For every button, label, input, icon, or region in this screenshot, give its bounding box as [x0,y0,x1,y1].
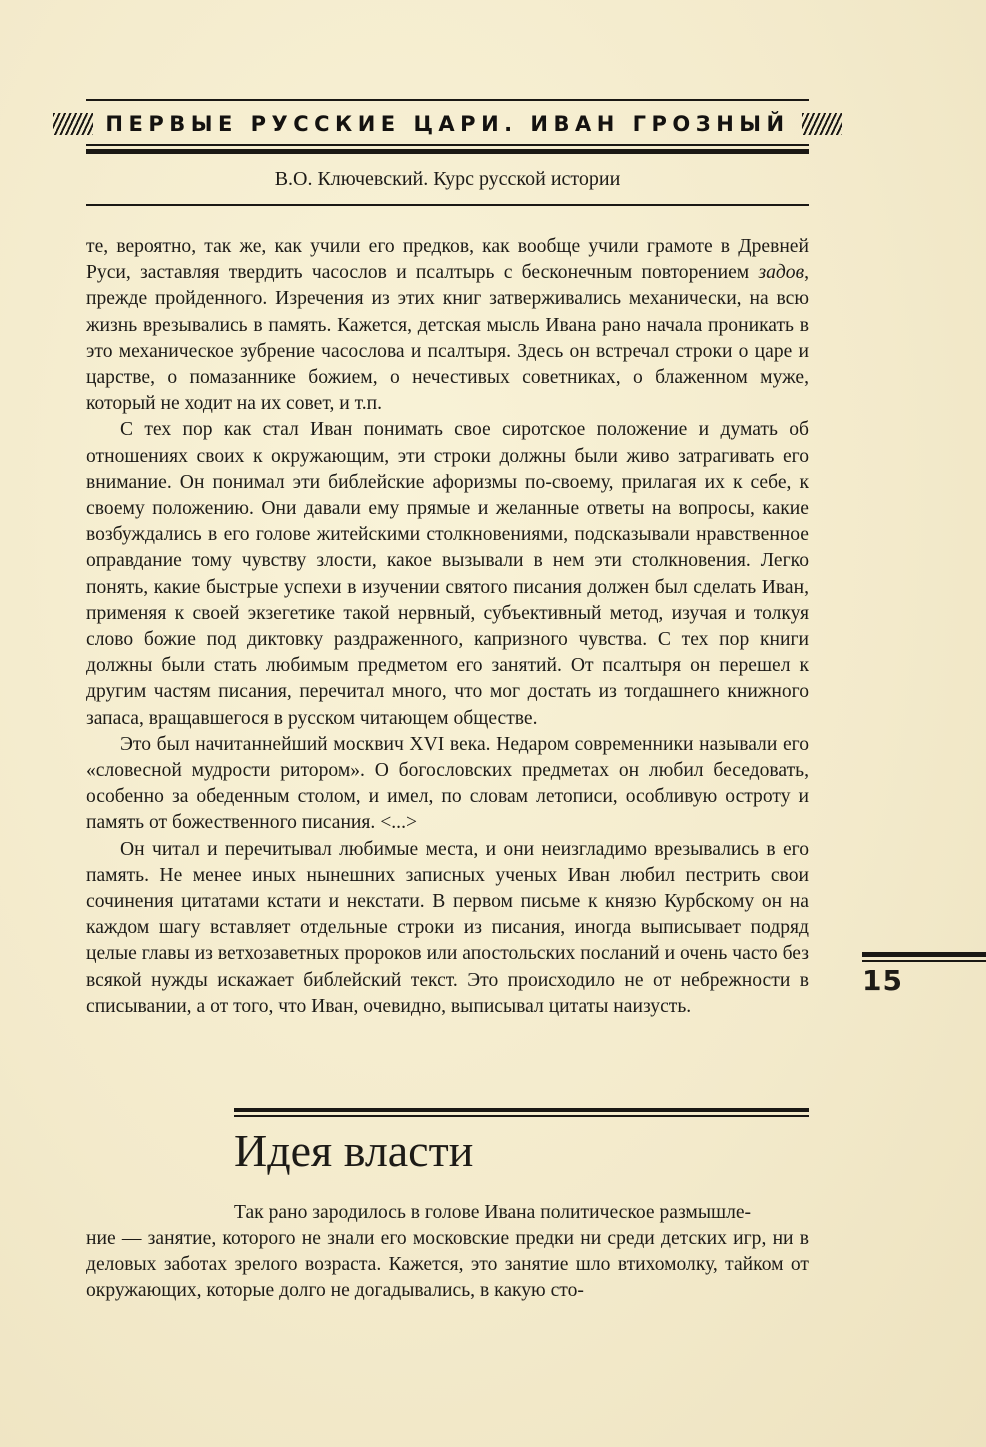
paragraph-4: Он читал и перечитывал любимые места, и они неизгладимо врезывались в его память. Не менее иных нынешних записных ученых Иван любил пестрить свои сочинения цитатами кстати и некстати. В первом письме к князю Курбскому он на каждом шагу вставляет отдельные строки из писания, иногда выписывает подряд целые главы из ветхозаветных пророков или апостольских посланий и очень часто без всякой нужды искажает библейский текст. Это происходило не от небрежности в списывании, а от того, что Иван, очевидно, выписывал цитаты наизусть. [86,838,809,1017]
header-rule-top [86,99,809,101]
paragraph-1: те, вероятно, так же, как учили его предков, как вообще учили грамоте в Древней Руси, заставляя твердить часослов и псалтырь с бесконечным повторением задов, прежде пройденного. Изречения из этих книг затверживались механически, на всю жизнь врезывались в память. Кажется, детская мысль Ивана рано начала проникать в это механическое зубрение часослова и псалтыря. Здесь он встречал строки о царе и царстве, о помазаннике божием, о нечестивых советниках, о блаженном муже, который не ходит на их совет, и т.п. [86,236,809,415]
paragraph-2: С тех пор как стал Иван понимать свое сиротское положение и думать об отношениях своих к окружающим, эти строки должны были живо затрагивать его внимание. Он понимал эти библейские афоризмы по-своему, прилагая их к себе, к своему положению. Они давали ему прямые и желанные ответы на вопросы, какие возбуждались в его голове житейскими столкновениями, подсказывали нравственное оправдание тому чувству злости, какое вызывали в нем эти столкновения. Легко понять, какие быстрые успехи в изучении святого писания должен был сделать Иван, применяя к своей экзегетике такой нервный, субъективный метод, изучая и толкуя слово божие под диктовку раздраженного, капризного чувства. С тех пор книги должны были стать любимым предметом его занятий. От псалтыря он перешел к другим частям писания, перечитал много, что мог достать из тогдашнего книжного запаса, вращавшегося в русском читающем обществе. [86,419,809,729]
running-head [86,106,809,142]
italic-word: задов [758,262,805,284]
running-title: ПЕРВЫЕ РУССКИЕ ЦАРИ. ИВАН ГРОЗНЫЙ [105,112,790,136]
section-title: Идея власти [234,1125,474,1176]
header-rule-mid [86,144,809,146]
source-rule [86,204,809,206]
section-rule-thin [234,1115,809,1117]
hatch-ornament-left [53,113,93,135]
source-line: В.О. Ключевский. Курс русской истории [274,168,621,190]
page-number: 15 [862,964,903,997]
body-text-top [86,234,809,1020]
page-tab-rule-thin [862,960,986,962]
section-paragraph: ние — занятие, которого не знали его московские предки ни среди детских игр, ни в деловых заботах зрелого возраста. Кажется, это занятие шло втихомолку, тайком от окружающих, которые долго не догадывались, в какую сто- [86,1228,809,1302]
header-rule-bold [86,149,809,154]
page-tab-rule-thick [862,952,986,957]
section-body [86,1226,809,1305]
section-rule-thick [234,1108,809,1112]
hatch-ornament-right [802,113,842,135]
section-first-line: Так рано зародилось в голове Ивана политическое размышле- [234,1202,752,1223]
paragraph-3: Это был начитаннейший москвич XVI века. Недаром современники называли его «словесной мудрости ритором». О богословских предметах он любил беседовать, особенно за обеденным столом, и имел, по словам летописи, особливую остроту и память от божественного писания. <...> [86,733,809,834]
